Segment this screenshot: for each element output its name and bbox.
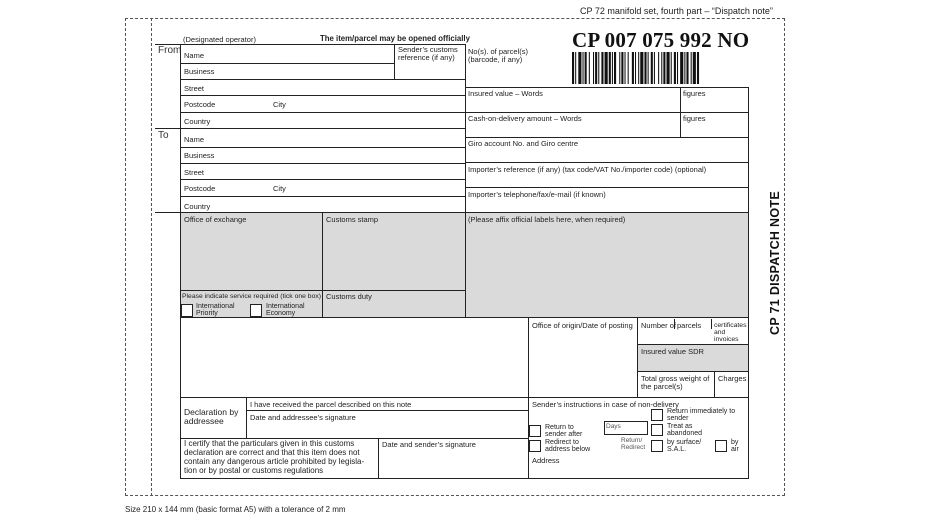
- cod-line: [465, 137, 749, 138]
- instructions-title: Sender’s instructions in case of non-delivery: [532, 400, 679, 409]
- customs-duty-label: Customs duty: [326, 292, 372, 301]
- size-note: Size 210 x 144 mm (basic format A5) with a tolerance of 2 mm: [125, 505, 346, 514]
- certify-line-1: I certify that the particulars given in this customs: [184, 439, 355, 448]
- sender-street-label: Street: [184, 84, 205, 93]
- barcode-bar: [661, 52, 662, 84]
- to-label: To: [158, 130, 169, 141]
- mid-rule: [155, 212, 180, 213]
- address-label: Address: [532, 456, 560, 465]
- dispatch-note-title: CP 71 DISPATCH NOTE: [768, 191, 782, 335]
- importer-ref-line: [465, 187, 749, 188]
- insured-line: [465, 112, 749, 113]
- certify-line-4: tion or by postal or customs regulations: [184, 466, 324, 475]
- charges-divider: [714, 371, 715, 398]
- sender-city-label: City: [273, 100, 286, 109]
- item-number: CP 007 075 992 NO: [572, 28, 750, 52]
- treat-abandoned-label: Treat as abandoned: [667, 423, 703, 438]
- sender-street-line: [180, 95, 466, 96]
- cod-figures-label: figures: [683, 114, 706, 123]
- service-line: [180, 290, 466, 291]
- barcode-bar: [609, 52, 611, 84]
- barcode-bar: [619, 52, 620, 84]
- air-label: by air: [731, 439, 739, 454]
- addressee-country-label: Country: [184, 202, 211, 211]
- barcode-bar: [605, 52, 608, 84]
- origin-divider: [528, 317, 529, 398]
- barcode-bar: [691, 52, 692, 84]
- barcode-bar: [635, 52, 636, 84]
- return-immediately-checkbox[interactable]: [651, 409, 663, 421]
- return-redirect-label: Return/ Redirect: [621, 437, 646, 451]
- addressee-name-label: Name: [184, 135, 205, 144]
- labels-hint: (Please affix official labels here, when required): [468, 215, 626, 224]
- frame-left: [125, 18, 126, 496]
- barcode-bar: [589, 52, 590, 84]
- from-label: From: [158, 45, 182, 56]
- intl-priority-label: International Priority: [196, 303, 235, 318]
- perforation-line: [151, 18, 152, 496]
- parcel-number-label: No(s). of parcel(s) (barcode, if any): [468, 47, 529, 64]
- intl-economy-checkbox[interactable]: [250, 304, 262, 317]
- barcode-bar: [612, 52, 613, 84]
- declaration-title-divider: [246, 397, 247, 438]
- sender-country-label: Country: [184, 117, 211, 126]
- return-sender-label: Return to sender after: [545, 424, 583, 439]
- frame-bottom: [125, 495, 785, 496]
- number-tick: [674, 319, 675, 329]
- sender-customs-ref: Sender’s customs reference (if any): [398, 45, 458, 62]
- addressee-box: [180, 128, 466, 213]
- manifold-caption: CP 72 manifold set, fourth part – “Dispatch note”: [580, 6, 773, 16]
- barcode-bar: [640, 52, 643, 84]
- redirect-label: Redirect to address below: [545, 439, 591, 454]
- barcode-bar: [595, 52, 597, 84]
- received-label: I have received the parcel described on this note: [250, 400, 412, 409]
- barcode-bar: [625, 52, 626, 84]
- barcode-bar: [601, 52, 603, 84]
- frame-right: [784, 18, 785, 496]
- customs-stamp-label: Customs stamp: [326, 215, 379, 224]
- barcode-bar: [621, 52, 623, 84]
- barcode-bar: [697, 52, 699, 84]
- certify-line-3: contain any dangerous article prohibited by legisla-: [184, 457, 365, 466]
- insured-sdr-label: Insured value SDR: [641, 347, 704, 356]
- weight-top-line: [637, 371, 749, 372]
- addressee-postcode-label: Postcode: [184, 184, 216, 193]
- barcode-bar: [674, 52, 676, 84]
- intl-priority-checkbox[interactable]: [181, 304, 193, 317]
- importer-ref-label: Importer’s reference (if any) (tax code/VAT No./importer code) (optional): [468, 165, 707, 174]
- addressee-name-line: [180, 147, 466, 148]
- sender-signature-divider: [378, 438, 379, 479]
- barcode-bar: [628, 52, 629, 84]
- declaration-title: Declaration by addressee: [184, 407, 239, 427]
- giro-label: Giro account No. and Giro centre: [468, 139, 579, 148]
- barcode-bar: [667, 52, 670, 84]
- service-label: Please indicate service required (tick one box): [182, 293, 322, 300]
- sender-postcode-line: [180, 112, 466, 113]
- frame-top: [125, 18, 785, 19]
- barcode-bar: [677, 52, 678, 84]
- office-origin-label: Office of origin/Date of posting: [532, 321, 633, 330]
- from-rule: [155, 44, 180, 45]
- barcode-bar: [593, 52, 594, 84]
- importer-tel-label: Importer’s telephone/fax/e-mail (if known): [468, 190, 606, 199]
- barcode-bar: [684, 52, 685, 84]
- return-immediately-label: Return immediately to sender: [667, 408, 736, 423]
- intl-economy-label: International Economy: [266, 303, 305, 318]
- insured-divider: [680, 87, 681, 112]
- barcode-bar: [614, 52, 616, 84]
- addressee-city-label: City: [273, 184, 286, 193]
- barcode-bar: [693, 52, 696, 84]
- duty-divider: [322, 290, 323, 318]
- treat-abandoned-checkbox[interactable]: [651, 424, 663, 436]
- customs-divider: [322, 212, 323, 290]
- air-checkbox[interactable]: [715, 440, 727, 452]
- sender-business-label: Business: [184, 67, 215, 76]
- sender-name-line: [180, 63, 395, 64]
- barcode-bar: [658, 52, 659, 84]
- addressee-street-line: [180, 179, 466, 180]
- barcode-icon: [572, 52, 749, 84]
- gross-weight-label: Total gross weight of the parcel(s): [641, 374, 710, 391]
- surface-label: by surface/ S.A.L.: [667, 439, 702, 454]
- redirect-checkbox[interactable]: [529, 440, 541, 452]
- barcode-bar: [598, 52, 599, 84]
- return-sender-checkbox[interactable]: [529, 425, 541, 437]
- addressee-postcode-line: [180, 196, 466, 197]
- insured-figures-label: figures: [683, 89, 706, 98]
- opened-officially: The item/parcel may be opened officially: [320, 34, 470, 43]
- labels-area: [465, 212, 749, 318]
- giro-line: [465, 162, 749, 163]
- barcode-bar: [671, 52, 672, 84]
- barcode-bar: [572, 52, 574, 84]
- instructions-divider: [528, 397, 529, 479]
- barcode-bar: [638, 52, 639, 84]
- sender-ref-divider: [394, 44, 395, 79]
- barcode-bar: [585, 52, 587, 84]
- surface-checkbox[interactable]: [651, 440, 663, 452]
- designated-operator: (Designated operator): [183, 35, 256, 44]
- barcode-bar: [583, 52, 584, 84]
- barcode-bar: [686, 52, 688, 84]
- sender-signature-label: Date and sender’s signature: [382, 440, 476, 449]
- barcode-bar: [644, 52, 646, 84]
- certificates-tick: [711, 319, 712, 329]
- parcels-label: parcels: [677, 321, 702, 330]
- cod-divider: [680, 112, 681, 137]
- sender-name-label: Name: [184, 51, 205, 60]
- addressee-business-label: Business: [184, 151, 215, 160]
- office-exchange-label: Office of exchange: [184, 215, 247, 224]
- certify-line-2: declaration are correct and that this item does not: [184, 448, 360, 457]
- sender-business-line: [180, 79, 466, 80]
- barcode-bar: [575, 52, 576, 84]
- barcode-bar: [632, 52, 634, 84]
- addressee-signature-label: Date and addressee’s signature: [250, 413, 356, 422]
- insured-words-label: Insured value – Words: [468, 89, 543, 98]
- addressee-street-label: Street: [184, 168, 205, 177]
- barcode-bar: [663, 52, 665, 84]
- barcode-bar: [648, 52, 649, 84]
- barcode-bar: [578, 52, 581, 84]
- barcode-bar: [654, 52, 655, 84]
- to-rule: [155, 128, 180, 129]
- sender-postcode-label: Postcode: [184, 100, 216, 109]
- charges-label: Charges: [718, 374, 747, 383]
- addressee-business-line: [180, 163, 466, 164]
- received-line: [246, 410, 528, 411]
- barcode-bar: [651, 52, 653, 84]
- barcode-bar: [680, 52, 683, 84]
- certificates-label: certificates and invoices: [714, 322, 747, 344]
- cod-words-label: Cash-on-delivery amount – Words: [468, 114, 582, 123]
- days-label: Days: [606, 423, 621, 430]
- number-of-label: Number of: [641, 321, 677, 330]
